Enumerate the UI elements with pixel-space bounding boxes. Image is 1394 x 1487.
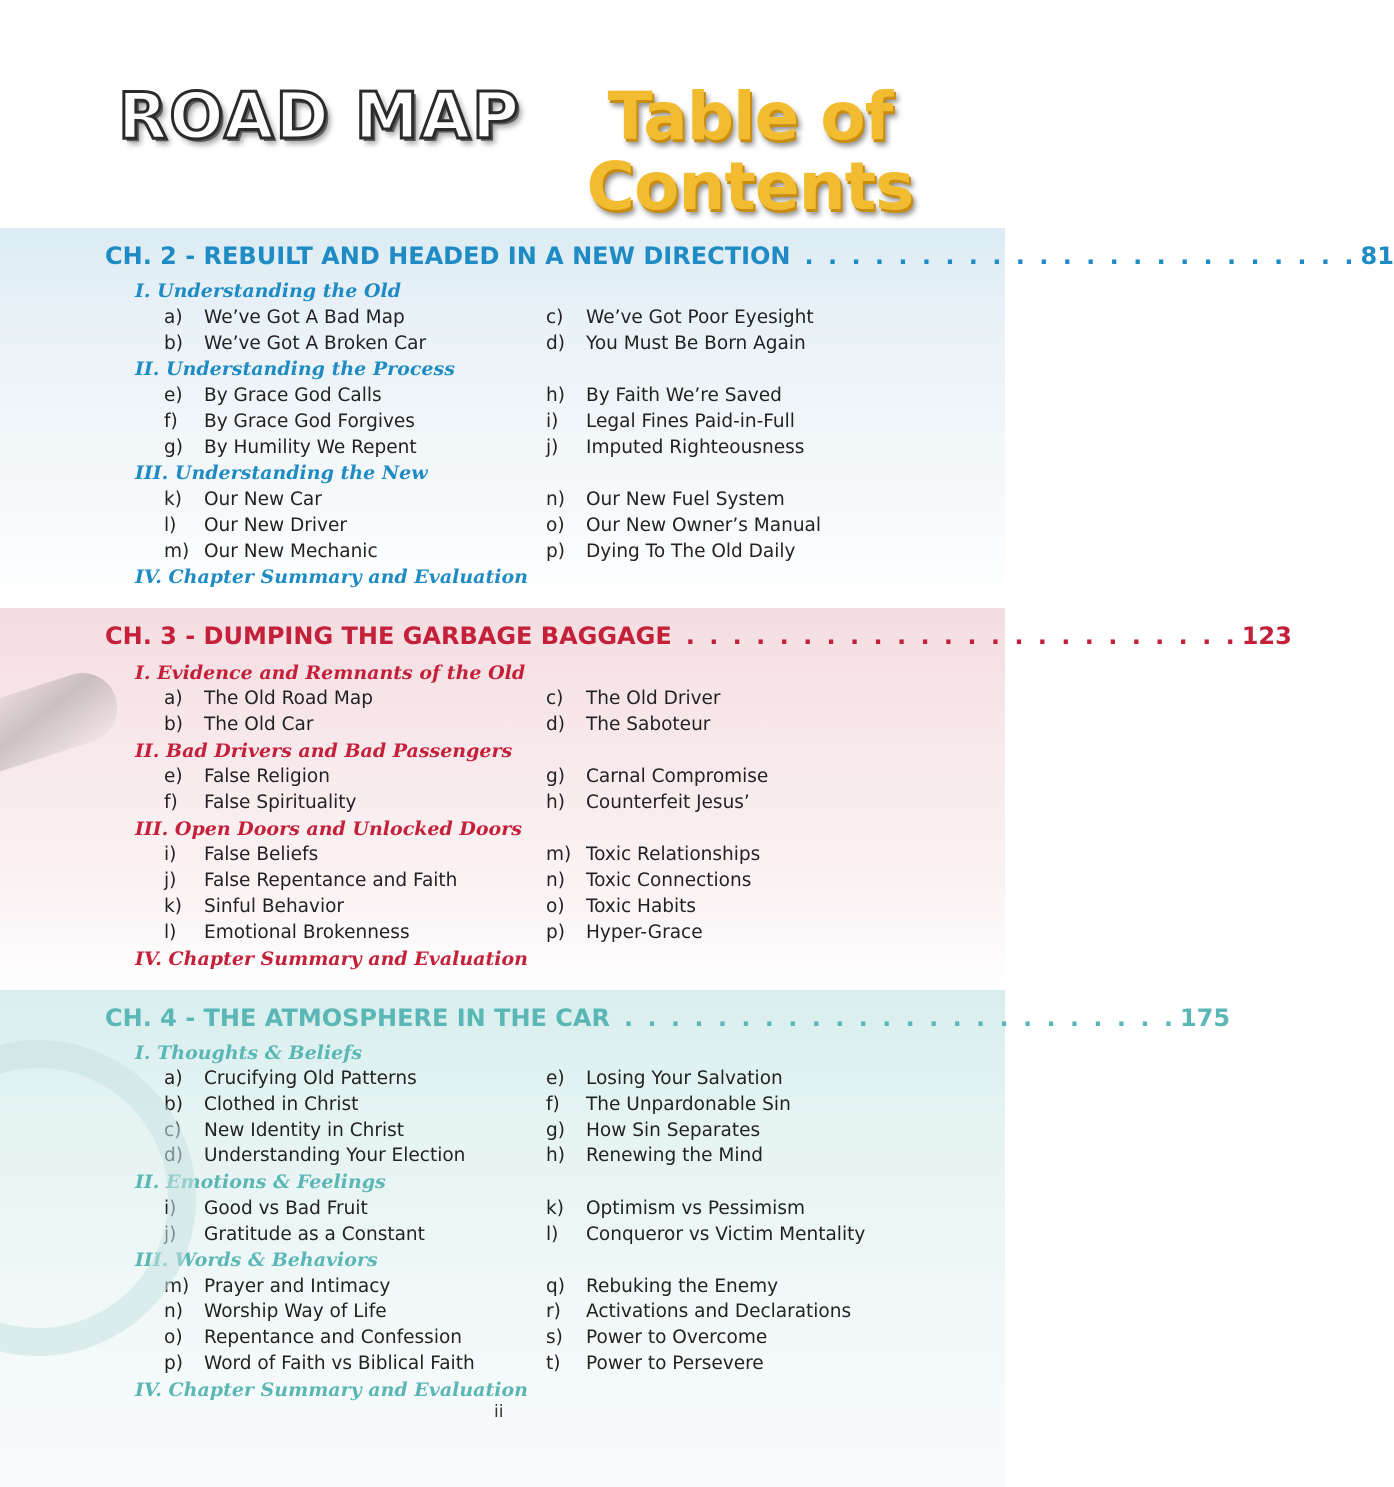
leader-dots: . . . . . . . . . . . . . . . . . . . . . . . . [623, 1004, 1176, 1032]
list-item: m) Toxic Relationships [546, 844, 761, 865]
list-item: i) False Beliefs [164, 844, 319, 865]
list-item: c) The Old Driver [546, 688, 721, 709]
subsection-heading: II. Emotions & Feelings [135, 1171, 386, 1193]
subsection-heading: I. Thoughts & Beliefs [135, 1042, 363, 1064]
chapter-page-number: 175 [1179, 1004, 1231, 1032]
list-item: t) Power to Persevere [546, 1353, 764, 1374]
chapter-3-section [0, 608, 1292, 990]
subsection-heading: II. Bad Drivers and Bad Passengers [135, 740, 513, 762]
list-item: n) Worship Way of Life [164, 1301, 387, 1322]
list-item: g) By Humility We Repent [164, 437, 417, 458]
list-item: i) Legal Fines Paid-in-Full [546, 411, 795, 432]
list-item: b) The Old Car [164, 714, 314, 735]
road-map-logo: ROAD MAP [118, 80, 522, 154]
list-item: n) Our New Fuel System [546, 489, 785, 510]
page-title-line-2: Contents [586, 148, 914, 225]
list-item: o) Our New Owner’s Manual [546, 515, 822, 536]
list-item: k) Sinful Behavior [164, 896, 345, 917]
list-item: d) You Must Be Born Again [546, 333, 806, 354]
list-item: p) Word of Faith vs Biblical Faith [164, 1353, 475, 1374]
leader-dots: . . . . . . . . . . . . . . . . . . . . . . . . [804, 242, 1357, 270]
subsection-heading: IV. Chapter Summary and Evaluation [135, 566, 528, 588]
list-item: g) How Sin Separates [546, 1120, 761, 1141]
chapter-title: CH. 4 - THE ATMOSPHERE IN THE CAR [105, 1004, 610, 1032]
subsection-heading: IV. Chapter Summary and Evaluation [135, 1379, 528, 1401]
list-item: q) Rebuking the Enemy [546, 1276, 779, 1297]
list-item: o) Repentance and Confession [164, 1327, 463, 1348]
chapter-2-section [0, 228, 1394, 608]
list-item: j) False Repentance and Faith [164, 870, 458, 891]
chapter-page-number: 81 [1360, 242, 1394, 270]
subsection-heading: III. Words & Behaviors [135, 1249, 378, 1271]
list-item: n) Toxic Connections [546, 870, 752, 891]
list-item: r) Activations and Declarations [546, 1301, 852, 1322]
list-item: j) Gratitude as a Constant [164, 1224, 425, 1245]
list-item: s) Power to Overcome [546, 1327, 768, 1348]
list-item: e) By Grace God Calls [164, 385, 382, 406]
list-item: o) Toxic Habits [546, 896, 697, 917]
list-item: d) The Saboteur [546, 714, 711, 735]
list-item: f) By Grace God Forgives [164, 411, 415, 432]
chapter-title: CH. 3 - DUMPING THE GARBAGE BAGGAGE [105, 622, 672, 650]
list-item: e) Losing Your Salvation [546, 1068, 783, 1089]
list-item: a) We’ve Got A Bad Map [164, 307, 405, 328]
list-item: p) Hyper-Grace [546, 922, 703, 943]
list-item: f) The Unpardonable Sin [546, 1094, 791, 1115]
list-item: h) Renewing the Mind [546, 1145, 763, 1166]
list-item: k) Optimism vs Pessimism [546, 1198, 805, 1219]
chapter-title: CH. 2 - REBUILT AND HEADED IN A NEW DIRECTION [105, 242, 791, 270]
list-item: l) Our New Driver [164, 515, 347, 536]
list-item: e) False Religion [164, 766, 330, 787]
list-item: m) Our New Mechanic [164, 541, 378, 562]
page-number: ii [494, 1402, 504, 1422]
list-item: a) Crucifying Old Patterns [164, 1068, 417, 1089]
subsection-heading: I. Evidence and Remnants of the Old [135, 662, 526, 684]
chapter-page-number: 123 [1241, 622, 1292, 650]
page-title-line-1: Table of [607, 78, 893, 155]
subsection-heading: III. Understanding the New [135, 462, 428, 484]
subsection-heading: I. Understanding the Old [135, 280, 402, 302]
list-item: a) The Old Road Map [164, 688, 373, 709]
list-item: k) Our New Car [164, 489, 322, 510]
list-item: h) Counterfeit Jesus’ [546, 792, 750, 813]
leader-dots: . . . . . . . . . . . . . . . . . . . . . . . . [685, 622, 1238, 650]
list-item: b) Clothed in Christ [164, 1094, 359, 1115]
page-title [580, 78, 920, 225]
subsection-heading: III. Open Doors and Unlocked Doors [135, 818, 522, 840]
subsection-heading: II. Understanding the Process [135, 358, 455, 380]
list-item: c) New Identity in Christ [164, 1120, 405, 1141]
list-item: d) Understanding Your Election [164, 1145, 466, 1166]
list-item: c) We’ve Got Poor Eyesight [546, 307, 814, 328]
chapter-heading[interactable] [105, 622, 1292, 650]
list-item: l) Emotional Brokenness [164, 922, 410, 943]
list-item: j) Imputed Righteousness [546, 437, 805, 458]
list-item: h) By Faith We’re Saved [546, 385, 782, 406]
list-item: g) Carnal Compromise [546, 766, 769, 787]
list-item: l) Conqueror vs Victim Mentality [546, 1224, 866, 1245]
chapter-heading[interactable] [105, 242, 1394, 270]
subsection-heading: IV. Chapter Summary and Evaluation [135, 948, 528, 970]
page-header [0, 0, 1005, 228]
list-item: b) We’ve Got A Broken Car [164, 333, 427, 354]
list-item: f) False Spirituality [164, 792, 357, 813]
list-item: i) Good vs Bad Fruit [164, 1198, 368, 1219]
list-item: p) Dying To The Old Daily [546, 541, 796, 562]
list-item: m) Prayer and Intimacy [164, 1276, 391, 1297]
chapter-heading[interactable] [105, 1004, 1231, 1032]
